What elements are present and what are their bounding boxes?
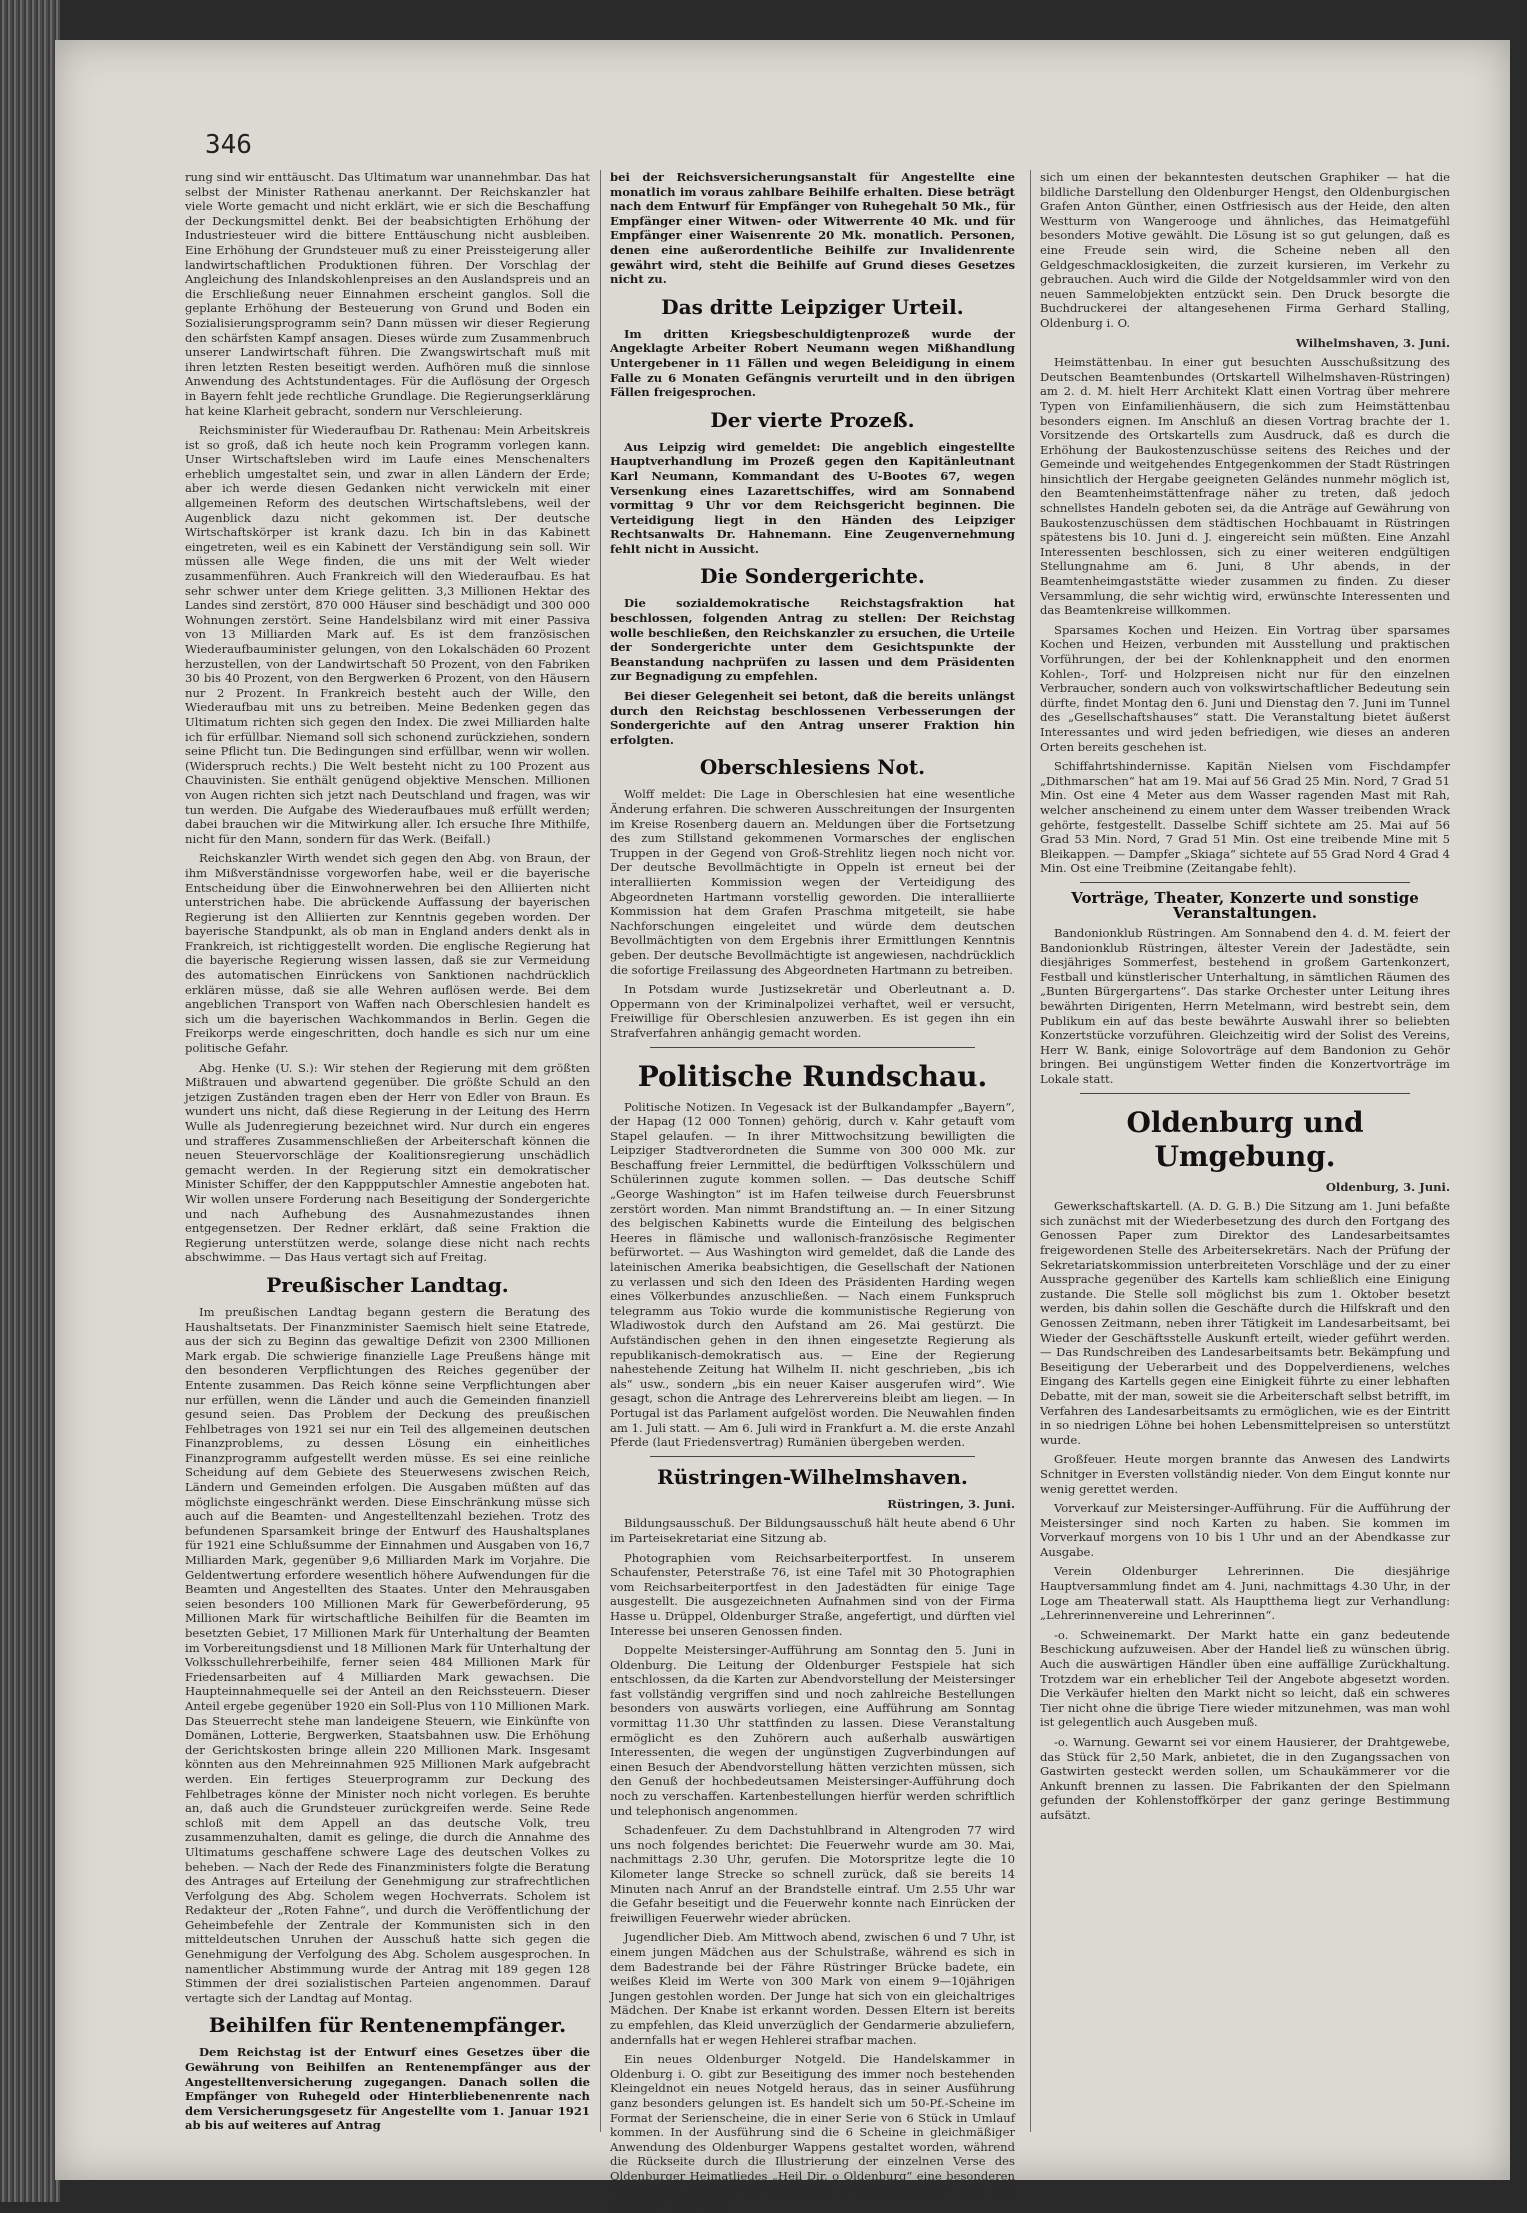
- section-divider: [1080, 1093, 1410, 1094]
- paragraph: Reichskanzler Wirth wendet sich gegen den Abg. von Braun, der ihm Mißverständnisse vorgeworfen habe, weil er die bayerische Entscheidung über die Einwohnerwehren bei den Alliierten nicht unterstrichen habe. Die abrückende Auffassung der bayerischen Regierung ist den Alliierten zur Kenntnis gegeben worden. Der bayerische Standpunkt, als ob man in England anders denkt als in Frankreich, ist richtiggestellt worden. Die englische Regierung hat die bayerische Regierung wissen lassen, daß sie zur Vermeidung des automatischen Einrückens von Sanktionen nachdrücklich erklären müsse, daß sie alle Wehren auflösen werde. Bei dem angeblichen Transport von Waffen nach Oberschlesien handelt es sich um die bayerischen Wachkommandos in Berlin. Gegen die Freikorps werde eingeschritten, doch handle es sich nur um eine politische Gefahr.: [185, 851, 590, 1056]
- paragraph: Schadenfeuer. Zu dem Dachstuhlbrand in Altengroden 77 wird uns noch folgendes berichtet: Die Feuerwehr wurde am 30. Mai, nachmittags 2.30 Uhr, gerufen. Die Motorspritze legte die 10 Kilometer lange Strecke so schnell zurück, daß sie bereits 14 Minuten nach Anruf an der Brandstelle eintraf. Um 2.55 Uhr war die Gefahr beseitigt und die Feuerwehr konnte nach Einrücken der freiwilligen Feuerwehr wieder abrücken.: [610, 1823, 1015, 1925]
- paragraph: Im preußischen Landtag begann gestern die Beratung des Haushaltsetats. Der Finanzminister Saemisch hielt seine Etatrede, aus der sich zu Beginn das gewaltige Defizit von 2300 Millionen Mark ergab. Die schwierige finanzielle Lage Preußens hänge mit den besonderen Verpflichtungen des Reiches gegenüber der Entente zusammen. Das Reich könne seine Verpflichtungen aber nur erfüllen, wenn die Länder und auch die Gemeinden finanziell gesund seien. Das Problem der Deckung des preußischen Fehlbetrages von 1921 sei nur ein Teil des allgemeinen deutschen Finanzproblems, zu dessen Lösung ein einheitliches Finanzprogramm aufgestellt werden müsse. Es sei eine reinliche Scheidung auf dem Gebiete des Steuerwesens zwischen Reich, Ländern und Gemeinden erfolgen. Die Ausgaben müßten auf das möglichste eingeschränkt werden. Diese Einschränkung müsse sich auch auf die Beamten- und Angestelltenzahl beziehen. Trotz des befundenen Sparsamkeit bringe der Entwurf des Haushaltsplanes für 1921 eine Schlußsumme der Einnahmen und Ausgaben von 16,7 Milliarden Mark, gegenüber 9,6 Milliarden Mark im Vorjahre. Die Geldentwertung erfordere wesentlich höhere Aufwendungen für die Beamten und Angestellten des Staates. Unter den Mehrausgaben seien besonders 100 Millionen Mark für Gewerbeförderung, 95 Millionen Mark für wirtschaftliche Beihilfen für die Beamten im besetzten Gebiet, 17 Millionen Mark für Unterhaltung der Beamten im Vorbereitungsdienst und 18 Millionen Mark für Unterhaltung der Volksschullehrerbeihilfe, ferner seien 484 Millionen Mark für Friedensarbeiten auf 4 Milliarden Mark gewachsen. Die Haupteinnahmequelle sei der Anteil an den Reichssteuern. Dieser Anteil ergebe gegenüber 1920 ein Soll-Plus von 110 Millionen Mark. Das Steuerrecht stehe man landeigene Steuern, wie Einkünfte von Domänen, Lotterie, Bergwerken, Staatsbahnen usw. Die Erhöhung der Gerichtskosten bringe allein 220 Millionen Mark. Insgesamt könnten aus den Mehreinnahmen 925 Millionen Mark aufgebracht werden. Ein fertiges Steuerprogramm zur Deckung des Fehlbetrages könne der Minister noch nicht vorlegen. Es beruhte an, daß auch die Grundsteuer zurückgreifen werde. Seine Rede schloß mit dem Appell an das deutsche Volk, treu zusammenzuhalten, damit es gelinge, die durch die Annahme des Ultimatums geschaffene schwere Lage des deutschen Volkes zu beheben. — Nach der Rede des Finanzministers folgte die Beratung des Antrages auf Erteilung der Genehmigung zur strafrechtlichen Verfolgung des Abg. Scholem wegen Hochverrats. Scholem ist Redakteur der „Roten Fahne“, und durch die Veröffentlichung der Geheimbefehle der Zentrale der Kommunisten sich in den mitteldeutschen Unruhen der Ausschuß hatte sich gegen die Genehmigung der Verfolgung des Abg. Scholem ausgesprochen. In namentlicher Abstimmung wurde der Antrag mit 189 gegen 128 Stimmen der drei sozialistischen Parteien angenommen. Darauf vertagte sich der Landtag auf Montag.: [185, 1304, 590, 2005]
- paragraph: Jugendlicher Dieb. Am Mittwoch abend, zwischen 6 und 7 Uhr, ist einem jungen Mädchen aus der Schulstraße, während es sich in dem Badestrande bei der Fähre Rüstringer Brücke badete, ein weißes Kleid im Werte von 300 Mark von einem 9—10jährigen Jungen gestohlen worden. Der Junge hat sich von ein gleichaltriges Mädchen. Der Knabe ist erkannt worden. Dessen Eltern ist bereits zu empfehlen, das Kleid unverzüglich der Gendarmerie abzuliefern, andernfalls hat er wegen Hehlerei strafbar machen.: [610, 1930, 1015, 2047]
- paragraph: Verein Oldenburger Lehrerinnen. Die diesjährige Hauptversammlung findet am 4. Juni, nachmittags 4.30 Uhr, in der Loge am Theaterwall statt. Als Hauptthema liegt zur Verhandlung: „Lehrerinnenvereine und Lehrerinnen“.: [1040, 1564, 1450, 1623]
- headline-sondergerichte: Die Sondergerichte.: [700, 564, 925, 589]
- column-rule-1: [600, 170, 601, 2132]
- headline-politische-rundschau: Politische Rundschau.: [637, 1059, 988, 1093]
- headline-ruestringen: Rüstringen-Wilhelmshaven.: [657, 1464, 968, 1489]
- column-3: [1040, 170, 1450, 2142]
- headline-oldenburg: Oldenburg und Umgebung.: [1126, 1105, 1364, 1173]
- paragraph: Die sozialdemokratische Reichstagsfraktion hat beschlossen, folgenden Antrag zu stellen: Der Reichstag wolle beschließen, den Reichskanzler zu ersuchen, die Urteile der Sondergerichte unter dem Gesichtspunkte der Beanstandung nachprüfen zu lassen und dem Präsidenten zur Begnadigung zu empfehlen.: [610, 596, 1015, 684]
- paragraph: Großfeuer. Heute morgen brannte das Anwesen des Landwirts Schnitger in Eversten vollständig nieder. Von dem Eingut konnte nur wenig gerettet werden.: [1040, 1452, 1450, 1496]
- paragraph: Aus Leipzig wird gemeldet: Die angeblich eingestellte Hauptverhandlung im Prozeß gegen den Kapitänleutnant Karl Neumann, Kommandant des U-Bootes 67, wegen Versenkung eines Lazarettschiffes, wird am Sonnabend vormittag 9 Uhr vor dem Reichsgericht beginnen. Die Verteidigung liegt in den Händen des Leipziger Rechtsanwalts Dr. Hahnemann. Eine Zeugenvernehmung fehlt nicht in Aussicht.: [610, 439, 1015, 556]
- paragraph: Abg. Henke (U. S.): Wir stehen der Regierung mit dem größten Mißtrauen und abwartend gegenüber. Die größte Schuld an den jetzigen Zuständen tragen eben der Herr von Edler von Braun. Es wundert uns nicht, daß diese Regierung in der Leitung des Herrn Wulle als Judenregierung bezeichnet wird. Nur durch ein engeres und strafferes Zusammenschließen der Arbeiterschaft können die neuen Steuervorschläge der Koalitionsregierung unschädlich gemacht werden. In der Regierung sitzt ein demokratischer Minister Schiffer, der den Kapppputschler Amnestie angeboten hat. Wir wollen unsere Forderung nach Beseitigung der Sondergerichte und nach Aufhebung des Ausnahmezustandes ihnen entgegensetzen. Der Redner erklärt, daß seine Fraktion die Regierung unterstützen werde, solange diese nicht nach rechts abschwimme. — Das Haus vertagt sich auf Freitag.: [185, 1060, 590, 1265]
- section-divider: [650, 1047, 975, 1048]
- paragraph: Ein neues Oldenburger Notgeld. Die Handelskammer in Oldenburg i. O. gibt zur Beseitigung des immer noch bestehenden Kleingeldnot ein neues Notgeld heraus, das in seiner Ausführung ganz besonders gelungen ist. Es handelt sich um 50-Pf.-Scheine im Format der Serienscheine, die in einer Serie von 6 Stück in Umlauf kommen. In der Ausführung sind die 6 Scheine in gleichmäßiger Anwendung des Oldenburger Wappens gestaltet worden, während die Rückseite durch die Illustrierung der einzelnen Verse des Oldenburger Heimatliedes „Heil Dir, o Oldenburg“ eine besonderen Eigenarten Oldenburger Notgeldes Wirkung erhalten hat. Der Künstler — ist wohl: [610, 2052, 1015, 2213]
- dateline: Wilhelmshaven, 3. Juni.: [1295, 335, 1450, 350]
- paragraph: Schiffahrtshindernisse. Kapitän Nielsen vom Fischdampfer „Dithmarschen“ hat am 19. Mai auf 56 Grad 25 Min. Nord, 7 Grad 51 Min. Ost eine 4 Meter aus dem Wasser ragenden Mast mit Rah, welcher anscheinend zu einem unter dem Wasser treibenden Wrack gehörte, festgestellt. Dasselbe Schiff sichtete am 25. Mai auf 56 Grad 53 Min. Nord, 7 Grad 51 Min. Ost eine treibende Mine mit 5 Bleikappen. — Dampfer „Skiaga“ sichtete auf 55 Grad Nord 4 Grad 4 Min. Ost eine Treibmine (Zeitangabe fehlt).: [1040, 759, 1450, 876]
- paragraph: Dem Reichstag ist der Entwurf eines Gesetzes über die Gewährung von Beihilfen an Rentenempfänger aus der Angestelltenversicherung zugegangen. Danach sollen die Empfänger von Ruhegeld oder Hinterbliebenenrente nach dem Versicherungsgesetz für Angestellte vom 1. Januar 1921 ab bis auf weiteres auf Antrag: [185, 2045, 590, 2133]
- headline-veranstaltungen: Vorträge, Theater, Konzerte und sonstige Veranstaltungen.: [1071, 888, 1419, 922]
- headline-vierte-prozess: Der vierte Prozeß.: [710, 407, 915, 432]
- section-divider: [1080, 882, 1410, 883]
- headline-beihilfen: Beihilfen für Rentenempfänger.: [208, 2013, 567, 2038]
- column-rule-2: [1030, 170, 1031, 2132]
- paragraph: Wolff meldet: Die Lage in Oberschlesien hat eine wesentliche Änderung erfahren. Die schweren Ausschreitungen der Insurgenten im Kreise Rosenberg dauern an. Meldungen über die Fortsetzung des zum Stillstand gekommenen Vormarsches der englischen Truppen in der Gegend von Groß-Strehlitz liegen noch nicht vor. Der deutsche Bevollmächtigte in Oppeln ist erneut bei der interalliierten Kommission wegen der Verteidigung des Abgeordneten Hartmann vorstellig geworden. Die interalliierte Kommission hat dem Grafen Praschma mitgeteilt, sie habe Nachforschungen eingeleitet und würde dem deutschen Bevollmächtigten von dem Ergebnis ihrer Ermittlungen Kenntnis geben. Der deutsche Bevollmächtigte ist angewiesen, nachdrücklich die sofortige Freilassung des Abgeordneten Hartmann zu betreiben.: [610, 787, 1015, 977]
- paragraph: Vorverkauf zur Meistersinger-Aufführung. Für die Aufführung der Meistersinger sind noch Karten zu haben. Sie kommen im Vorverkauf morgens von 10 bis 1 Uhr und an der Abendkasse zur Ausgabe.: [1040, 1501, 1450, 1559]
- paragraph: In Potsdam wurde Justizsekretär und Oberleutnant a. D. Oppermann von der Kriminalpolizei verhaftet, weil er versucht, Freiwillige für Oberschlesien anzuwerben. Es ist gegen ihn ein Strafverfahren anhängig gemacht worden.: [610, 982, 1015, 1040]
- paragraph: Bildungsausschuß. Der Bildungsausschuß hält heute abend 6 Uhr im Parteisekretariat eine Sitzung ab.: [610, 1516, 1015, 1545]
- paragraph: Im dritten Kriegsbeschuldigtenprozeß wurde der Angeklagte Arbeiter Robert Neumann wegen Mißhandlung Untergebener in 11 Fällen und wegen Beleidigung in einem Falle zu 6 Monaten Gefängnis verurteilt und in den übrigen Fällen freigesprochen.: [610, 326, 1015, 400]
- column-1: [185, 170, 590, 2142]
- paragraph: Gewerkschaftskartell. (A. D. G. B.) Die Sitzung am 1. Juni befaßte sich zunächst mit der Wiederbesetzung des durch den Fortgang des Genossen Paper zum Direktor des Landesarbeitsamtes freigewordenen Stelle des Arbeitersekretärs. Nach der Prüfung der Sekretariatskommission unterbreiteten Vorschläge und der zu einer Aussprache gegenüber des Kartells kam schließlich eine Einigung zustande. Die Stelle soll möglichst bis zum 1. Oktober besetzt werden, bis dahin sollen die Geschäfte durch die Hilfskraft und den Genossen Zeitmann, neben ihrer Tätigkeit im Landesarbeitsamt, bei Wieder der Geschäftsstelle Auskunft erteilt, wieder geführt werden. — Das Rundschreiben des Landesarbeitsamts betr. Bekämpfung und Beseitigung der Ueberarbeit und des Doppelverdienens, welches Eingang des Kartells gegen eine Einigkeit führte zu einer lebhaften Debatte, mit der man, soweit sie die Arbeiterschaft selbst betrifft, im Verfahren des Landesarbeitsamts zu ermöglichen, wie es der Eintritt in so niedrigen Löhne bei hohen Lebensmittelpreisen so unterstützt wurde.: [1040, 1199, 1450, 1447]
- dateline: Rüstringen, 3. Juni.: [887, 1496, 1015, 1511]
- paragraph: Sparsames Kochen und Heizen. Ein Vortrag über sparsames Kochen und Heizen, verbunden mit Ausstellung und praktischen Vorführungen, der bei der Kohlenknappheit und den enormen Kohlen-, Torf- und Holzpreisen nicht nur für den einzelnen Verbraucher, sondern auch von volkswirtschaftlicher Bedeutung sein dürfte, findet Montag den 6. Juni und Dienstag den 7. Juni im Tunnel des „Gesellschaftshauses“ statt. Die Veranstaltung bietet äußerst Interessantes und wird jeden befriedigen, wie dieses an anderen Orten bereits geschehen ist.: [1040, 622, 1450, 754]
- paragraph: Politische Notizen. In Vegesack ist der Bulkandampfer „Bayern“, der Hapag (12 000 Tonnen) gehörig, durch v. Kahr getauft vom Stapel gelaufen. — In ihrer Mittwochsitzung bewilligten die Leipziger Stadtverordneten die Summe von 300 000 Mk. zur Beschaffung freier Lernmittel, die bedürftigen Volksschülern und Schülerinnen zugute kommen sollen. — Das deutsche Schiff „George Washington“ ist im Hafen teilweise durch Feuersbrunst zerstört worden. Man nimmt Brandstiftung an. — In einer Sitzung des belgischen Kabinetts wurde die Einteilung des belgischen Heeres in flämische und wallonisch-französische Regimenter befürwortet. — Aus Washington wird gemeldet, daß die Lande des lateinischen Amerika beabsichtigen, die Gesellschaft der Nationen zu verlassen und sich den Ideen des Präsidenten Harding wegen eines Völkerbundes anzuschließen. — Nach einem Funkspruch telegramm aus Tokio wurde die kommunistische Regierung von Wladiwostok durch den Aufstand am 26. Mai gestürzt. Die Aufständischen gehen in den ihnen eingesetzte Regierung als republikanisch-demokratisch aus. — Eine der Regierung nahestehende Zeitung hat Wilhelm II. nicht geschrieben, „bis ich als“ usw., sondern „bis ein neuer Kaiser ausgerufen wird“. Wie gesagt, schon die Antrage des Lehrervereins bleibt am liegen. — In Portugal ist das Parlament aufgelöst worden. Die Neuwahlen finden am 1. Juli statt. — Am 6. Juli wird in Frankfurt a. M. die erste Anzahl Pferde (laut Friedensvertrag) Rumänien übergeben werden.: [610, 1099, 1015, 1450]
- column-2: [610, 170, 1015, 2213]
- paragraph: -o. Warnung. Gewarnt sei vor einem Hausierer, der Drahtgewebe, das Stück für 2,50 Mark, anbietet, die in den Zugangssachen von Gastwirten gesteckt werden sollen, um Schaukämmerer vor die Ankunft brennen zu lassen. Die Fabrikanten der den Spielmann gefunden der Kohlenstoffkörper der ganz geringe Bestimmung aufsätzt.: [1040, 1735, 1450, 1822]
- paragraph: -o. Schweinemarkt. Der Markt hatte ein ganz bedeutende Beschickung aufzuweisen. Aber der Handel ließ zu wünschen übrig. Auch die auswärtigen Händler üben eine auffällige Zurückhaltung. Trotzdem war ein erheblicher Teil der Angebote abgesetzt worden. Die Verkäufer hielten den Markt nicht so leicht, daß ein schweres Tier nicht ohne die übrige Tiere wieder mitzunehmen, was man wohl ist gelegentlich auch Ausgeben muß.: [1040, 1627, 1450, 1730]
- paragraph: Bei dieser Gelegenheit sei betont, daß die bereits unlängst durch den Reichstag beschlossenen Verbesserungen der Sondergerichte auf den Antrag unserer Fraktion hin erfolgten.: [610, 689, 1015, 747]
- headline-oberschlesien: Oberschlesiens Not.: [699, 755, 926, 780]
- paragraph: Photographien vom Reichsarbeiterportfest. In unserem Schaufenster, Peterstraße 76, ist eine Tafel mit 30 Photographien vom Reichsarbeiterportfest in den Jadestädten für einige Tage ausgestellt. Die ausgezeichneten Aufnahmen sind von der Firma Hasse u. Drüppel, Oldenburger Straße, angefertigt, und dürften viel Interesse bei unseren Genossen finden.: [610, 1550, 1015, 1638]
- paragraph: Heimstättenbau. In einer gut besuchten Ausschußsitzung des Deutschen Beamtenbundes (Ortskartell Wilhelmshaven-Rüstringen) am 2. d. M. hielt Herr Architekt Klatt einen Vortrag über mehrere Typen von Einfamilienhäusern, die sich zum Heimstättenbau besonders eignen. Im Anschluß an diesen Vortrag brachte der 1. Vorsitzende des Ortskartells zum Ausdruck, daß es durch die Erhöhung der Baukostenzuschüsse seitens des Reiches und der Gemeinde und weitgehendes Entgegenkommen der Stadt Rüstringen hinsichtlich der Hergabe geeigneten Geländes nunmehr möglich ist, den Beamtenheimstättenfrage näher zu treten, daß jedoch schnellstes Handeln geboten sei, da die Anträge auf Gewährung von Baukostenzuschüssen dem städtischen Hochbauamt in Rüstringen spätestens bis 10. Juni d. J. eingereicht sein müßten. Eine Anzahl Interessenten beschlossen, sich zu einer weiteren endgültigen Stellungnahme am 6. Juni, 8 Uhr abends, in der Beamtenheimgaststätte wieder zusammen zu finden. Zu dieser Versammlung, die sehr wichtig wird, erwünschte Interessenten und das Beamtenkreise willkommen.: [1040, 355, 1450, 618]
- paragraph: Reichsminister für Wiederaufbau Dr. Rathenau: Mein Arbeitskreis ist so groß, daß ich heute noch kein Programm vorlegen kann. Unser Wirtschaftsleben wird im Laufe eines Menschenalters erheblich umgestaltet sein, und zwar in allen Ländern der Erde; aber ich werde diesen Gedanken nicht verwickeln mit einer allgemeinen Reform des deutschen Wirtschaftslebens, weil der Augenblick dazu nicht gekommen ist. Der deutsche Wirtschaftskörper ist krank dazu. Ich bin in das Kabinett eingetreten, weil es ein Kabinett der Verständigung sein soll. Wir müssen alle Wege finden, die uns mit der Welt wieder zusammenführen. Auch Frankreich will den Wiederaufbau. Es hat sehr schwer unter dem Kriege gelitten. 3,3 Millionen Hektar des Landes sind zerstört, 870 000 Häuser sind beschädigt und 300 000 Wohnungen zerstört. Seine Handelsbilanz wird mit einer Passiva von 13 Milliarden Mark auf. Es ist dem französischen Wiederaufbauminister gelungen, von den Lokalschäden 60 Prozent herzustellen, von der Landwirtschaft 50 Prozent, von den Fabriken 30 bis 40 Prozent, von den Bergwerken 6 Prozent, von den Häusern nur 2 Prozent. In Frankreich besteht auch der Wille, den Wiederaufbau mit uns zu betreiben. Meine Bedenken gegen das Ultimatum richten sich gegen den Index. Die zwei Milliarden halte ich für erfüllbar. Niemand soll sich schonend zurückziehen, sondern seine Pflicht tun. Die Bedingungen sind erfüllbar, wenn wir wollen. (Widerspruch rechts.) Die Welt besteht nicht zu 100 Prozent aus Chauvinisten. Sie enthält genügend objektive Menschen. Millionen von Augen richten sich jetzt nach Deutschland und fragen, was wir tun werden. Die Aufgabe des Wiederaufbaues muß erfüllt werden; dabei brauchen wir die Mitwirkung aller. Ich ersuche Ihre Mithilfe, nicht für den Mann, sondern für das Werk. (Beifall.): [185, 423, 590, 846]
- paragraph: rung sind wir enttäuscht. Das Ultimatum war unannehmbar. Das hat selbst der Minister Rathenau anerkannt. Der Reichskanzler hat viele Worte gemacht und nicht erklärt, wie er sich die Beschaffung der Deckungsmittel denkt. Bei der beabsichtigten Erhöhung der Industriesteuer wird die bittere Enttäuschung nicht ausbleiben. Eine Erhöhung der Grundsteuer muß zu einer Preissteigerung aller landwirtschaftlichen Produktionen führen. Der Vorschlag der Angleichung des Inlandskohlenpreises an den Auslandspreis und an die Erschließung neuer Einnahmen erscheint ganglos. Soll die geplante Erhöhung der Besteuerung von Grund und Boden ein Sozialisierungsprogramm sein? Dann müssen wir dieser Regierung den schärfsten Kampf ansagen. Dieses würde zum Zusammenbruch unserer Landwirtschaft führen. Die Zwangswirtschaft muß mit ihren letzten Resten beseitigt werden. Aufhören muß die sinnlose Anwendung des Achtstundentages. Für die Auflösung der Orgesch in Bayern fehlt jede rechtliche Grundlage. Die Regierungserklärung hat keine Klarheit gebracht, sondern nur Verschleierung.: [185, 170, 590, 418]
- section-divider: [650, 1456, 975, 1457]
- paragraph: Bandonionklub Rüstringen. Am Sonnabend den 4. d. M. feiert der Bandonionklub Rüstringen, ältester Verein der Jadestädte, sein diesjähriges Sommerfest, bestehend in großem Gartenkonzert, Festball und künstlerischer Unterhaltung, in sämtlichen Räumen des „Bunten Bürgergartens“. Das starke Orchester unter Leitung ihres bewährten Dirigenten, Herrn Metelmann, wird bestrebt sein, dem Publikum ein auf das beste bewährte Auswahl ihrer so beliebten Konzertstücke vorzuführen. Gleichzeitig wird der Solist des Vereins, Herr W. Bank, einige Solovorträge auf dem Bandonion zu Gehör bringen. Bei ungünstigem Wetter finden die Konzertvorträge im Lokale statt.: [1040, 926, 1450, 1087]
- headline-leipziger-urteil: Das dritte Leipziger Urteil.: [661, 294, 964, 319]
- paragraph: Doppelte Meistersinger-Aufführung am Sonntag den 5. Juni in Oldenburg. Die Leitung der Oldenburger Festspiele hat sich entschlossen, da die Karten zur Abendvorstellung der Meistersinger fast vollständig vergriffen sind und noch zahlreiche Bestellungen besonders von auswärts vorliegen, eine Aufführung am Sonntag vormittag 11.30 Uhr stattfinden zu lassen. Diese Veranstaltung ermöglicht es den Zuhörern auch außerhalb auswärtigen Interessenten, die wegen der ungünstigen Zugverbindungen auf einen Besuch der Abendvorstellung hätten verzichten müssen, sich den Genuß der hochbedeutsamen Meistersinger-Aufführung doch noch zu verschaffen. Kartenbestellungen hierfür werden schriftlich und telephonisch angenommen.: [610, 1643, 1015, 1818]
- dateline: Oldenburg, 3. Juni.: [1325, 1179, 1450, 1194]
- paragraph: bei der Reichsversicherungsanstalt für Angestellte eine monatlich im voraus zahlbare Beihilfe erhalten. Diese beträgt nach dem Entwurf für Empfänger von Ruhegehalt 50 Mk., für Empfänger einer Witwen- oder Witwerrente 40 Mk. und für Empfänger einer Waisenrente 20 Mk. monatlich. Personen, denen eine außerordentliche Beihilfe zur Invalidenrente gewährt wird, steht die Beihilfe auf Grund dieses Gesetzes nicht zu.: [610, 170, 1015, 287]
- book-edge: [0, 0, 60, 2202]
- page-number: 346: [205, 130, 252, 160]
- headline-landtag: Preußischer Landtag.: [266, 1272, 509, 1297]
- paragraph: sich um einen der bekanntesten deutschen Graphiker — hat die bildliche Darstellung den Oldenburger Hengst, den Oldenburgischen Grafen Anton Günther, einen Ostfriesisch aus der Heide, den alten Westturm von Wangerooge und ähnliches, das Heimatgefühl besonders Motive gewählt. Die Lösung ist so gut gelungen, daß es eine Freude sein wird, die Scheine neben all den Geldgeschmacklosigkeiten, die zurzeit kursieren, im Verkehr zu gebrauchen. Auch wird die Gilde der Notgeldsammler wird von den neuen Sammelobjekten entzückt sein. Den Druck besorgte die Buchdruckerei der altangesehenen Firma Gerhard Stalling, Oldenburg i. O.: [1040, 170, 1450, 330]
